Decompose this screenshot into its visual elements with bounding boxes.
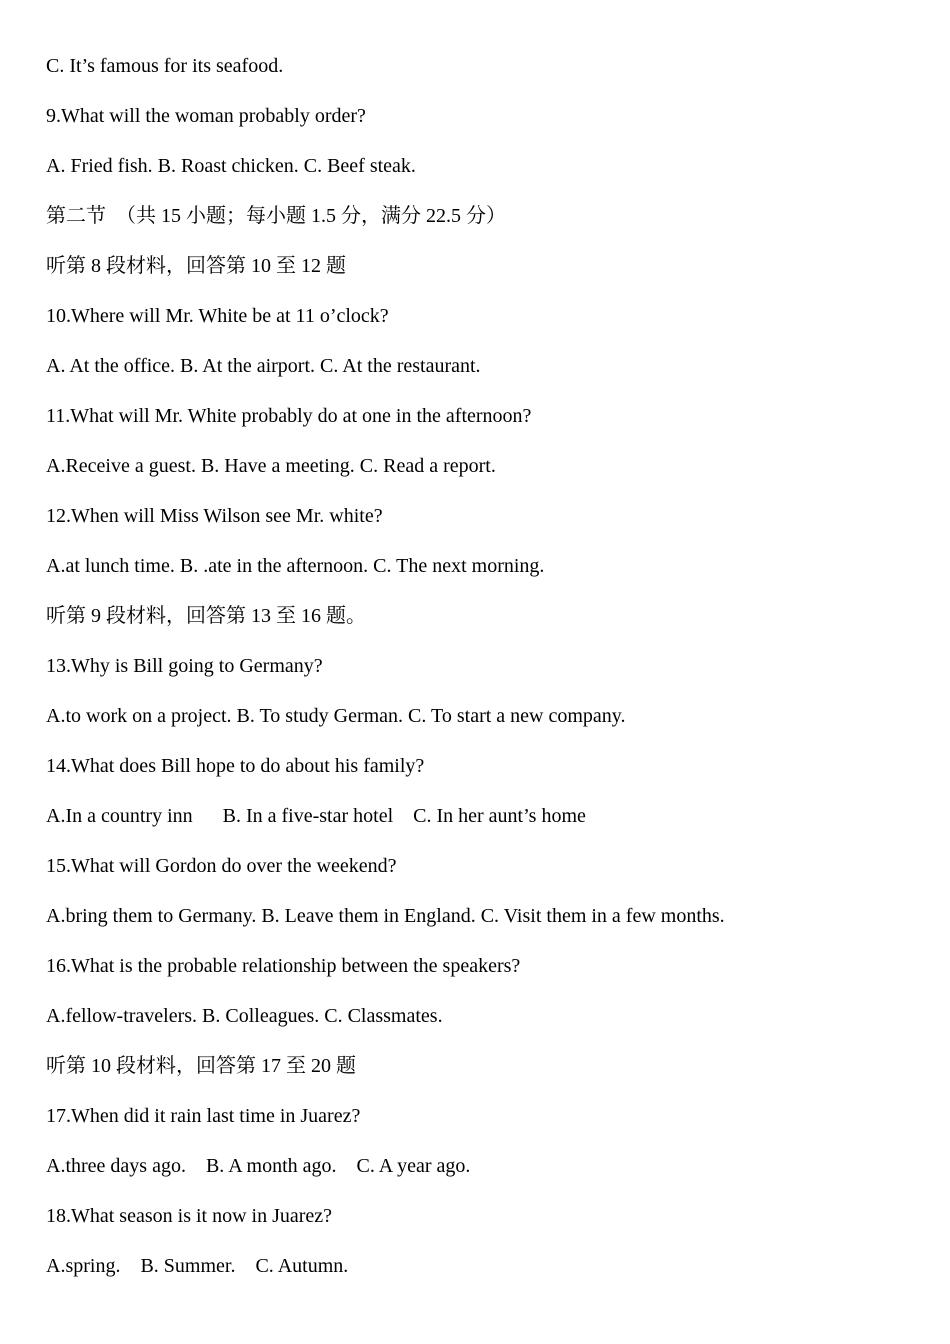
options-13: A.to work on a project. B. To study German. C. To start a new company. — [46, 705, 626, 727]
options-15: A.bring them to Germany. B. Leave them in England. C. Visit them in a few months. — [46, 905, 725, 927]
options-18: A.spring. B. Summer. C. Autumn. — [46, 1255, 349, 1277]
question-12: 12.When will Miss Wilson see Mr. white? — [46, 505, 383, 527]
material-8-instruction: 听第 8 段材料，回答第 10 至 12 题 — [46, 255, 346, 277]
question-15: 15.What will Gordon do over the weekend? — [46, 855, 397, 877]
options-12: A.at lunch time. B. .ate in the afternoon. C. The next morning. — [46, 555, 545, 577]
options-17: A.three days ago. B. A month ago. C. A year ago. — [46, 1155, 471, 1177]
options-11: A.Receive a guest. B. Have a meeting. C. Read a report. — [46, 455, 496, 477]
material-10-instruction: 听第 10 段材料，回答第 17 至 20 题 — [46, 1055, 356, 1077]
question-9: 9.What will the woman probably order? — [46, 105, 366, 127]
question-18: 18.What season is it now in Juarez? — [46, 1205, 333, 1227]
section-header: 第二节 （共 15 小题；每小题 1.5 分，满分 22.5 分） — [46, 205, 506, 227]
option-line-8c: C. It’s famous for its seafood. — [46, 55, 284, 77]
material-9-instruction: 听第 9 段材料，回答第 13 至 16 题。 — [46, 605, 366, 627]
question-16: 16.What is the probable relationship between the speakers? — [46, 955, 521, 977]
options-10: A. At the office. B. At the airport. C. At the restaurant. — [46, 355, 481, 377]
options-14: A.In a country inn B. In a five-star hotel C. In her aunt’s home — [46, 805, 586, 827]
question-13: 13.Why is Bill going to Germany? — [46, 655, 323, 677]
options-16: A.fellow-travelers. B. Colleagues. C. Classmates. — [46, 1005, 443, 1027]
question-10: 10.Where will Mr. White be at 11 o’clock? — [46, 305, 389, 327]
question-14: 14.What does Bill hope to do about his family? — [46, 755, 425, 777]
question-11: 11.What will Mr. White probably do at one in the afternoon? — [46, 405, 532, 427]
question-17: 17.When did it rain last time in Juarez? — [46, 1105, 361, 1127]
options-9: A. Fried fish. B. Roast chicken. C. Beef steak. — [46, 155, 416, 177]
